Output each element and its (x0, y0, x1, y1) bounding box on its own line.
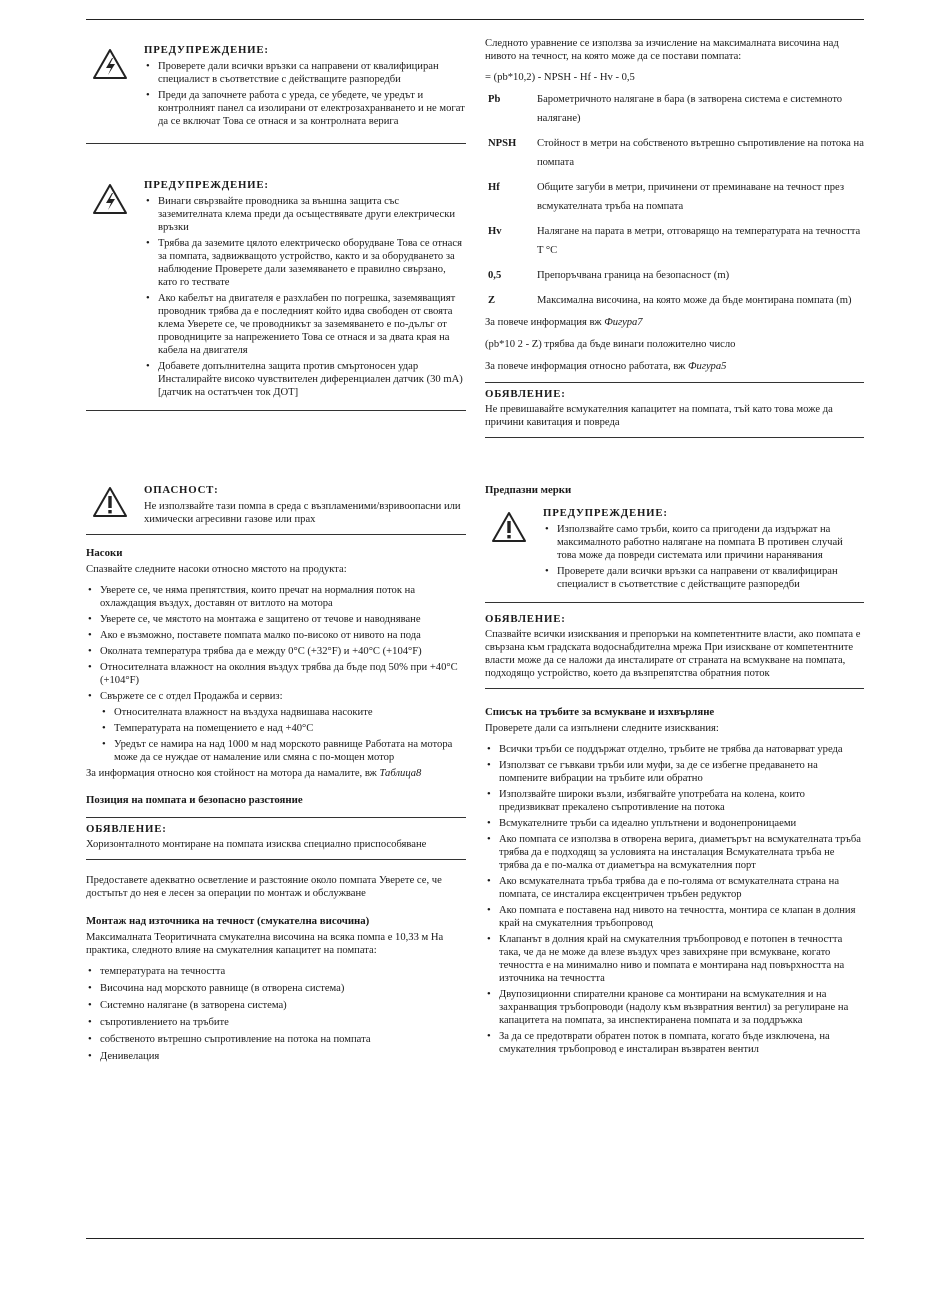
definition-key: Pb (488, 94, 501, 105)
definition-row (485, 291, 864, 316)
pipes-checklist (485, 743, 864, 1056)
list-item: • Уверете се, че няма препятствия, които пречат на нормалния поток на охлаждащия въздух, доставян от витлото на мотора (86, 584, 466, 610)
positive-note: (pb*10 2 - Z) трябва да бъде винаги положително число (485, 339, 736, 350)
list-item: • Проверете дали всички връзки са направени от квалифициран специалист в съответствие с действащите разпоредби (543, 565, 864, 591)
danger-title: ОПАСНОСТ: (144, 484, 219, 496)
definition-text: Стойност в метри на собственото вътрешно съпротивление на потока на помпата (537, 138, 864, 168)
section-heading: Позиция на помпата и безопасно разстояние (86, 794, 303, 806)
figure-reference-link[interactable]: Фигура7 (604, 317, 643, 328)
table-reference-link[interactable]: Таблица8 (379, 768, 422, 779)
section-heading: Монтаж над източника на течност (смукателна височина) (86, 915, 370, 927)
list-item: • Ако помпата се използва в отворена верига, диаметърът на всмукателната тръба трябва да е подходящ за условията на инсталация Всмукателната тръба не трябва да е по-малка от диаметъра на всмукателния порт (485, 833, 864, 872)
list-item: • Двупозиционни спирателни кранове са монтирани на всмукателния и на захранващия тръбопроводи (надолу към възвратния вентил) за регулиране на капацитета на помпата, за инспектиранена помпата и за поддръжка (485, 988, 864, 1027)
warning-box-2 (86, 179, 466, 411)
list-item: • собственото вътрешно съпротивление на потока на помпата (86, 1033, 466, 1046)
list-item: • Винаги свързвайте проводника за външна защита със заземителната клема преди да осъществявате други електрически връзки (144, 195, 466, 234)
list-item: • Всмукателните тръби са идеално уплътнени и водонепроницаеми (485, 817, 864, 830)
motor-note (86, 767, 466, 780)
list-item: • Температурата на помещението е над +40°C (86, 722, 466, 735)
list-item: • температурата на течността (86, 965, 466, 978)
more-info-note (485, 360, 864, 373)
warning-box-3 (485, 507, 864, 603)
list-item: • Околната температура трябва да е между 0°C (+32°F) и +40°C (+104°F) (86, 645, 466, 658)
notice-title: ОБЯВЛЕНИЕ: (485, 388, 566, 400)
warning-list (144, 60, 466, 128)
definition-text: Препоръчвана граница на безопасност (m) (537, 270, 730, 281)
definition-row (485, 134, 864, 178)
list-item: • За да се предотврати обратен поток в помпата, когато бъде изключена, на смукателния тръбопровод е инсталиран възвратен вентил (485, 1030, 864, 1056)
list-item: • Клапанът в долния край на смукателния тръбопровод е потопен в течността така, че да не може да влезе въздух чрез завихряне при всмукване, когато течността е на минимално ниво и помпата е монтирана над повърхността на източника на течността (485, 933, 864, 985)
figure-reference-link[interactable]: Фигура5 (688, 361, 727, 372)
position-paragraph: Предоставете адекватно осветление и разстояние около помпата Уверете се, че достъпът до нея е лесен за операции по монтаж и обслужване (86, 875, 442, 899)
danger-text: Не използвайте тази помпа в среда с възпламеними/взривоопасни или химически агресивни газове или прах (144, 501, 461, 525)
warning-title: ПРЕДУПРЕЖДЕНИЕ: (144, 179, 269, 191)
notice-box (485, 603, 864, 689)
definition-text: Общите загуби в метри, причинени от преминаване на течност през всмукателната тръба на помпата (537, 182, 845, 212)
equation-definitions (485, 90, 864, 316)
list-item: • Използвайте само тръби, които са пригодени да издържат на максималното работно налягане на помпата В противен случай това може да повреди системата или причини наранявания (543, 523, 864, 562)
equation-intro: Следното уравнение се използва за изчисление на максималната височина над нивото на течност, на която може да се постави помпата: (485, 38, 839, 62)
more-info-note (485, 316, 864, 329)
guidelines-list (86, 584, 466, 703)
definition-row (485, 90, 864, 134)
list-item: • Използват се гъвкави тръби или муфи, за де се избегне предаването на помпените вибрации на тръбите или обратно (485, 759, 864, 785)
top-rule (86, 19, 864, 20)
section-heading: Списък на тръбите за всмукване и изхвърляне (485, 706, 715, 718)
exclamation-warning-icon (491, 511, 527, 543)
notice-box (86, 817, 466, 860)
more-info-text: За повече информация относно работата, вж (485, 361, 686, 372)
definition-key: Hf (488, 182, 500, 193)
list-item: • Проверете дали всички връзки са направени от квалифициран специалист в съответствие с действащите разпоредби (144, 60, 466, 86)
warning-list (144, 195, 466, 399)
warning-list (543, 523, 864, 591)
definition-key: 0,5 (488, 270, 502, 281)
list-item: • Относителната влажност на околния въздух трябва да бъде под 50% при +40°C (+104°F) (86, 661, 466, 687)
list-item: • Ако кабелът на двигателя е разхлабен по погрешка, заземяващият проводник трябва да е последният който идва свободен от своята клема Уверете се, че проводникът за заземяването е по-дълъг от проводниците за напрежението Това се отнася и за двата края на кабела на двигателя (144, 292, 466, 357)
definition-row (485, 222, 864, 266)
notice-box (485, 382, 864, 438)
warning-title: ПРЕДУПРЕЖДЕНИЕ: (543, 507, 668, 519)
guidelines-intro: Спазвайте следните насоки относно мястото на продукта: (86, 564, 347, 575)
more-info-text: За повече информация вж (485, 317, 602, 328)
list-item: • Преди да започнете работа с уреда, се убедете, че уредът и контролният панел са изолирани от електрозахранването и не могат да се включат Това се отнася и за контролната верига (144, 89, 466, 128)
list-item: • Уверете се, че мястото на монтажа е защитено от течове и наводняване (86, 613, 466, 626)
list-item: • Ако всмукателната тръба трябва да е по-голяма от всмукателната страна на помпата, се инсталира ексцентричен тръбен редуктор (485, 875, 864, 901)
notice-title: ОБЯВЛЕНИЕ: (485, 613, 566, 625)
electric-warning-icon (92, 183, 128, 215)
bottom-rule (86, 1238, 864, 1239)
equation-formula: = (pb*10,2) - NPSH - Hf - Hv - 0,5 (485, 72, 635, 83)
list-item: • Добавете допълнителна защита против смъртоносен удар Инсталирайте високо чувствителен диференциален датчик (30 mA) [датчик на остатъчен ток ДОТ] (144, 360, 466, 399)
definition-key: Z (488, 295, 496, 306)
definition-text: Максимална височина, на която може да бъде монтирана помпата (m) (537, 295, 852, 306)
danger-box (86, 484, 466, 535)
definition-text: Барометричното налягане в бара (в затворена система е системното налягане) (537, 94, 843, 124)
left-column (86, 44, 466, 1067)
suction-factors-list (86, 965, 466, 1063)
section-heading: Насоки (86, 547, 123, 559)
pipes-intro: Проверете дали са изпълнени следните изисквания: (485, 723, 719, 734)
warning-box-1 (86, 44, 466, 144)
list-item: • Ако е възможно, поставете помпата малко по-високо от нивото на пода (86, 629, 466, 642)
list-item: • Уредът се намира на над 1000 м над морското равнище Работата на мотора може да се нуждае от намаление или смяна с по-мощен мотор (86, 738, 466, 764)
list-item: • Относителната влажност на въздуха надвишава насоките (86, 706, 466, 719)
electric-warning-icon (92, 48, 128, 80)
right-column (485, 37, 864, 1059)
definition-key: Hv (488, 226, 502, 237)
list-item: • Всички тръби се поддържат отделно, тръбите не трябва да натоварват уреда (485, 743, 864, 756)
notice-title: ОБЯВЛЕНИЕ: (86, 823, 167, 835)
list-item: • Ако помпата е поставена над нивото на течността, монтира се клапан в долния край на смукателния тръбопровод (485, 904, 864, 930)
notice-text: Не превишавайте всмукателния капацитет на помпата, тъй като това може да причини кавитация и повреда (485, 404, 833, 428)
notice-text: Хоризонталното монтиране на помпата изисква специално приспособяване (86, 839, 427, 850)
exclamation-warning-icon (92, 486, 128, 518)
definition-row (485, 266, 864, 291)
list-item: • съпротивлението на тръбите (86, 1016, 466, 1029)
section-heading: Предпазни мерки (485, 484, 572, 496)
motor-note-text: За информация относно коя стойност на мотора да намалите, вж (86, 768, 377, 779)
warning-title: ПРЕДУПРЕЖДЕНИЕ: (144, 44, 269, 56)
definition-row (485, 178, 864, 222)
notice-text: Спазвайте всички изисквания и препоръки на компетентните власти, ако помпата е свързана към градската водоснабдителна мрежа При изискване от компетентните власти може да се наложи да инсталирате от страната на всмукване на помпата, подходящо устройство, което да възпрепятства обратния поток (485, 629, 861, 679)
definition-key: NPSH (488, 138, 517, 149)
list-item: • Системно налягане (в затворена система) (86, 999, 466, 1012)
guidelines-sublist (86, 706, 466, 764)
list-item: • Свържете се с отдел Продажба и сервиз: (86, 690, 466, 703)
list-item: • Денивелация (86, 1050, 466, 1063)
definition-text: Налягане на парата в метри, отговарящо на температурата на течността T °C (537, 226, 861, 256)
list-item: • Трябва да заземите цялото електрическо оборудване Това се отнася за помпата, задвижващото устройство, както и за оборудването за наблюдение Проверете дали заземяването е правилно свързано, като го тествате (144, 237, 466, 289)
suction-paragraph: Максималната Теоритичната смукателна височина на всяка помпа е 10,33 м На практика, следното влияе на смукателния капацитет на помпата: (86, 932, 444, 956)
list-item: • Използвайте широки възли, избягвайте употребата на колена, които предизвикват прекалено съпротивление на потока (485, 788, 864, 814)
list-item: • Височина над морското равнище (в отворена система) (86, 982, 466, 995)
